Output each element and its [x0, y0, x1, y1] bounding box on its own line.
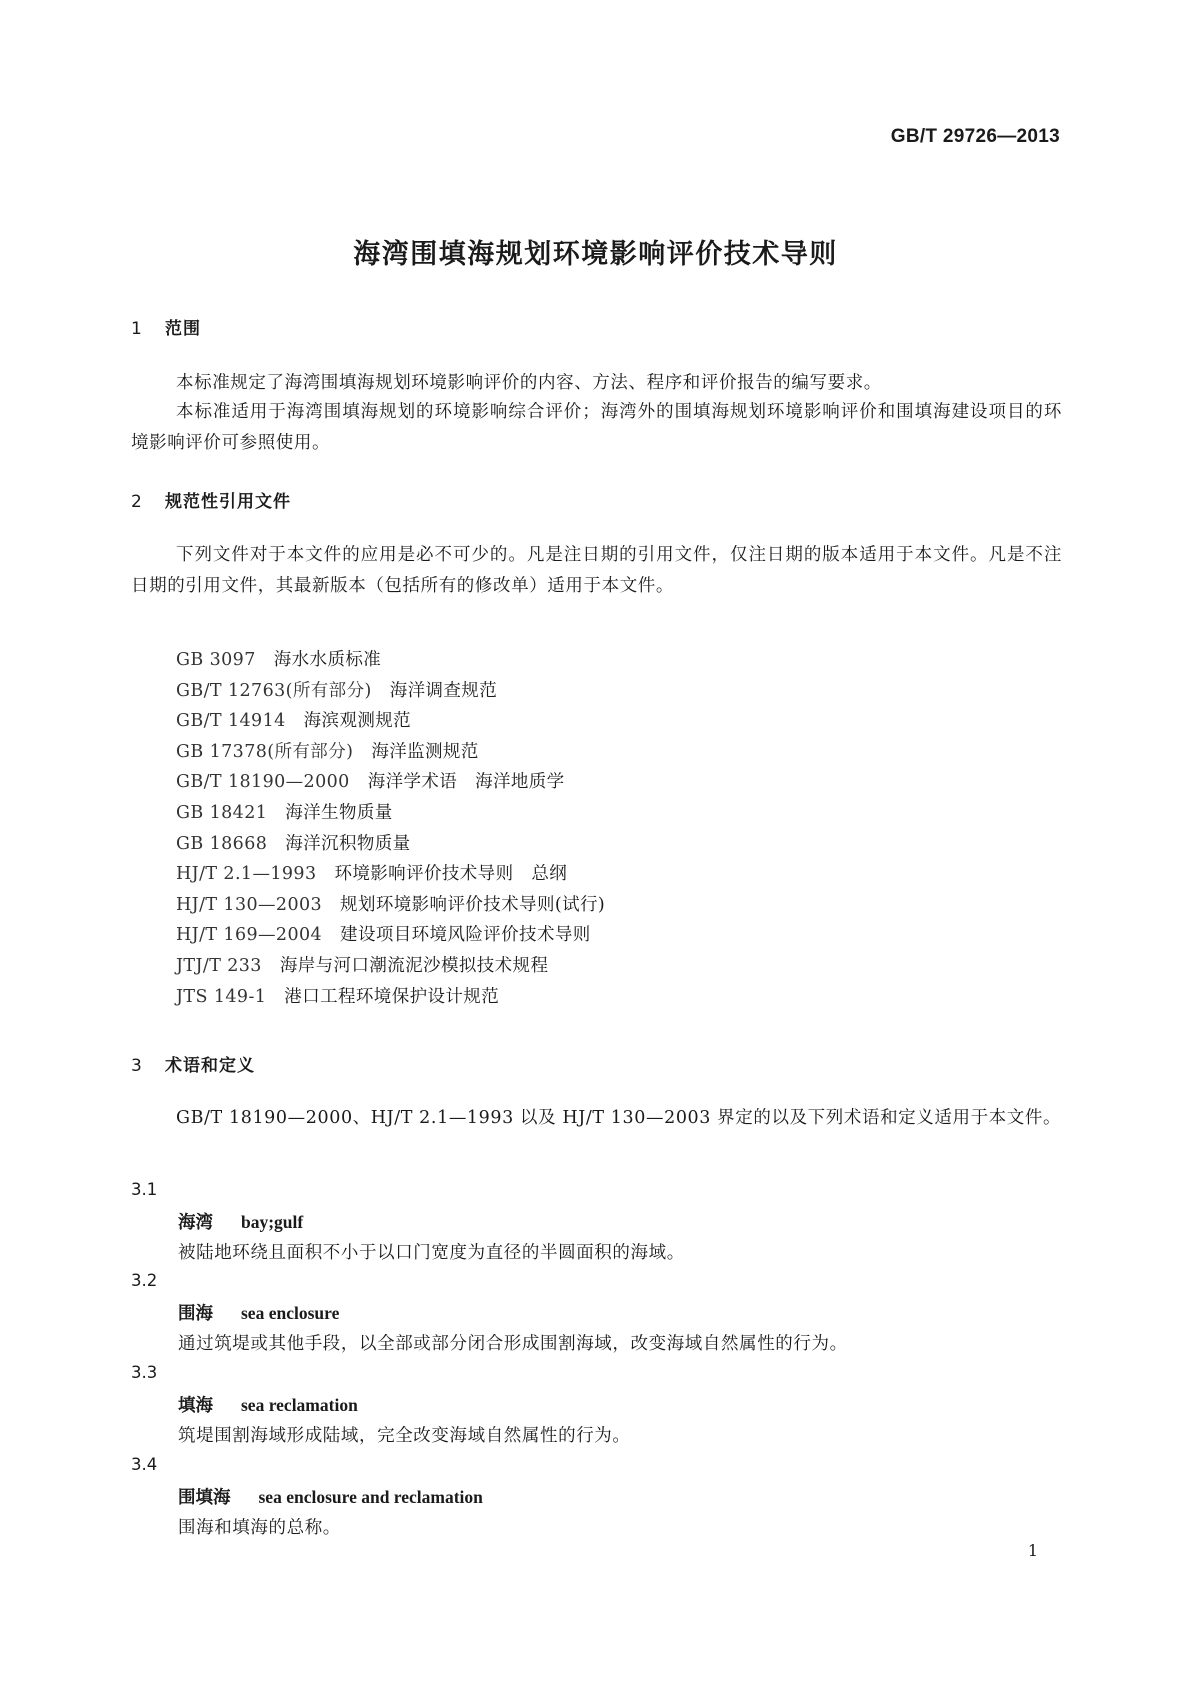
terms-intro: GB/T 18190—2000、HJ/T 2.1—1993 以及 HJ/T 130—2003 界定的以及下列术语和定义适用于本文件。	[176, 1108, 1062, 1128]
reference-code: HJ/T 2.1—1993	[176, 864, 317, 885]
term-definition: 被陆地环绕且面积不小于以口门宽度为直径的半圆面积的海域。	[178, 1243, 685, 1263]
reference-list	[176, 645, 605, 1012]
term-definition: 通过筑堤或其他手段，以全部或部分闭合形成围割海域，改变海域自然属性的行为。	[178, 1334, 848, 1354]
reference-code: GB 3097	[176, 650, 256, 670]
section-number: 3	[131, 1056, 143, 1076]
term-zh: 海湾	[178, 1213, 213, 1233]
list-item	[176, 859, 605, 890]
reference-code: GB 18421	[176, 802, 268, 823]
list-item	[176, 676, 605, 707]
reference-code: JTJ/T 233	[176, 955, 262, 976]
reference-name: 海洋调查规范	[389, 680, 498, 701]
section-heading-scope	[131, 314, 201, 339]
term-heading	[178, 1392, 358, 1417]
term-zh: 填海	[178, 1396, 213, 1416]
list-item	[176, 829, 605, 860]
list-item	[176, 951, 605, 982]
reference-name: 海洋监测规范	[371, 741, 479, 762]
reference-name: 海岸与河口潮流泥沙模拟技术规程	[279, 955, 549, 976]
term-zh: 围填海	[178, 1488, 231, 1508]
section-number: 1	[131, 319, 143, 339]
reference-name: 规划环境影响评价技术导则(试行)	[340, 894, 606, 915]
term-heading	[178, 1300, 339, 1325]
reference-code: GB/T 18190—2000	[176, 772, 350, 793]
section-title: 术语和定义	[165, 1056, 255, 1076]
term-number: 3.1	[131, 1180, 158, 1199]
term-en: sea enclosure and reclamation	[258, 1487, 483, 1507]
list-item	[176, 798, 605, 829]
section-heading-terms	[131, 1051, 255, 1076]
reference-code: HJ/T 130—2003	[176, 894, 323, 915]
list-item	[176, 890, 605, 921]
reference-name: 海洋生物质量	[285, 802, 393, 823]
term-number: 3.2	[131, 1271, 158, 1290]
list-item	[176, 737, 605, 768]
section-heading-normative-references	[131, 487, 291, 512]
document-title: 海湾围填海规划环境影响评价技术导则	[353, 239, 838, 270]
term-en: bay;gulf	[241, 1212, 304, 1232]
page-number: 1	[1027, 1541, 1038, 1560]
references-intro: 下列文件对于本文件的应用是必不可少的。凡是注日期的引用文件，仅注日期的版本适用于本文件。凡是不注日期的引用文件，其最新版本（包括所有的修改单）适用于本文件。	[131, 545, 1062, 596]
reference-code: GB 18668	[176, 833, 268, 854]
list-item	[176, 706, 605, 737]
term-heading	[178, 1209, 303, 1234]
reference-name: 海滨观测规范	[303, 711, 412, 732]
standard-code: GB/T 29726—2013	[890, 126, 1060, 147]
reference-code: JTS 149-1	[176, 986, 267, 1007]
list-item	[176, 767, 605, 798]
section-title: 范围	[165, 319, 201, 339]
reference-name: 建设项目环境风险评价技术导则	[340, 925, 591, 946]
term-zh: 围海	[178, 1304, 213, 1324]
list-item	[176, 920, 605, 951]
section-number: 2	[131, 492, 143, 512]
reference-name: 海水水质标准	[273, 650, 382, 670]
reference-name: 港口工程环境保护设计规范	[284, 986, 500, 1007]
scope-paragraph-2: 本标准适用于海湾围填海规划的环境影响综合评价；海湾外的围填海规划环境影响评价和围填海建设项目的环境影响评价可参照使用。	[131, 402, 1062, 453]
reference-name: 环境影响评价技术导则 总纲	[334, 864, 568, 885]
reference-code: GB/T 12763(所有部分)	[176, 680, 372, 701]
term-en: sea enclosure	[241, 1303, 340, 1323]
section-title: 规范性引用文件	[165, 492, 291, 512]
reference-name: 海洋沉积物质量	[285, 833, 411, 854]
reference-code: HJ/T 169—2004	[176, 925, 323, 946]
term-heading	[178, 1484, 483, 1509]
reference-name: 海洋学术语 海洋地质学	[367, 772, 565, 793]
list-item	[176, 645, 605, 676]
list-item	[176, 982, 605, 1013]
term-number: 3.3	[131, 1363, 158, 1382]
term-definition: 围海和填海的总称。	[178, 1518, 341, 1538]
term-number: 3.4	[131, 1455, 158, 1474]
reference-code: GB 17378(所有部分)	[176, 741, 354, 762]
reference-code: GB/T 14914	[176, 711, 286, 732]
scope-paragraph-1: 本标准规定了海湾围填海规划环境影响评价的内容、方法、程序和评价报告的编写要求。	[176, 373, 882, 393]
term-en: sea reclamation	[241, 1395, 358, 1415]
term-definition: 筑堤围割海域形成陆域，完全改变海域自然属性的行为。	[178, 1426, 631, 1446]
